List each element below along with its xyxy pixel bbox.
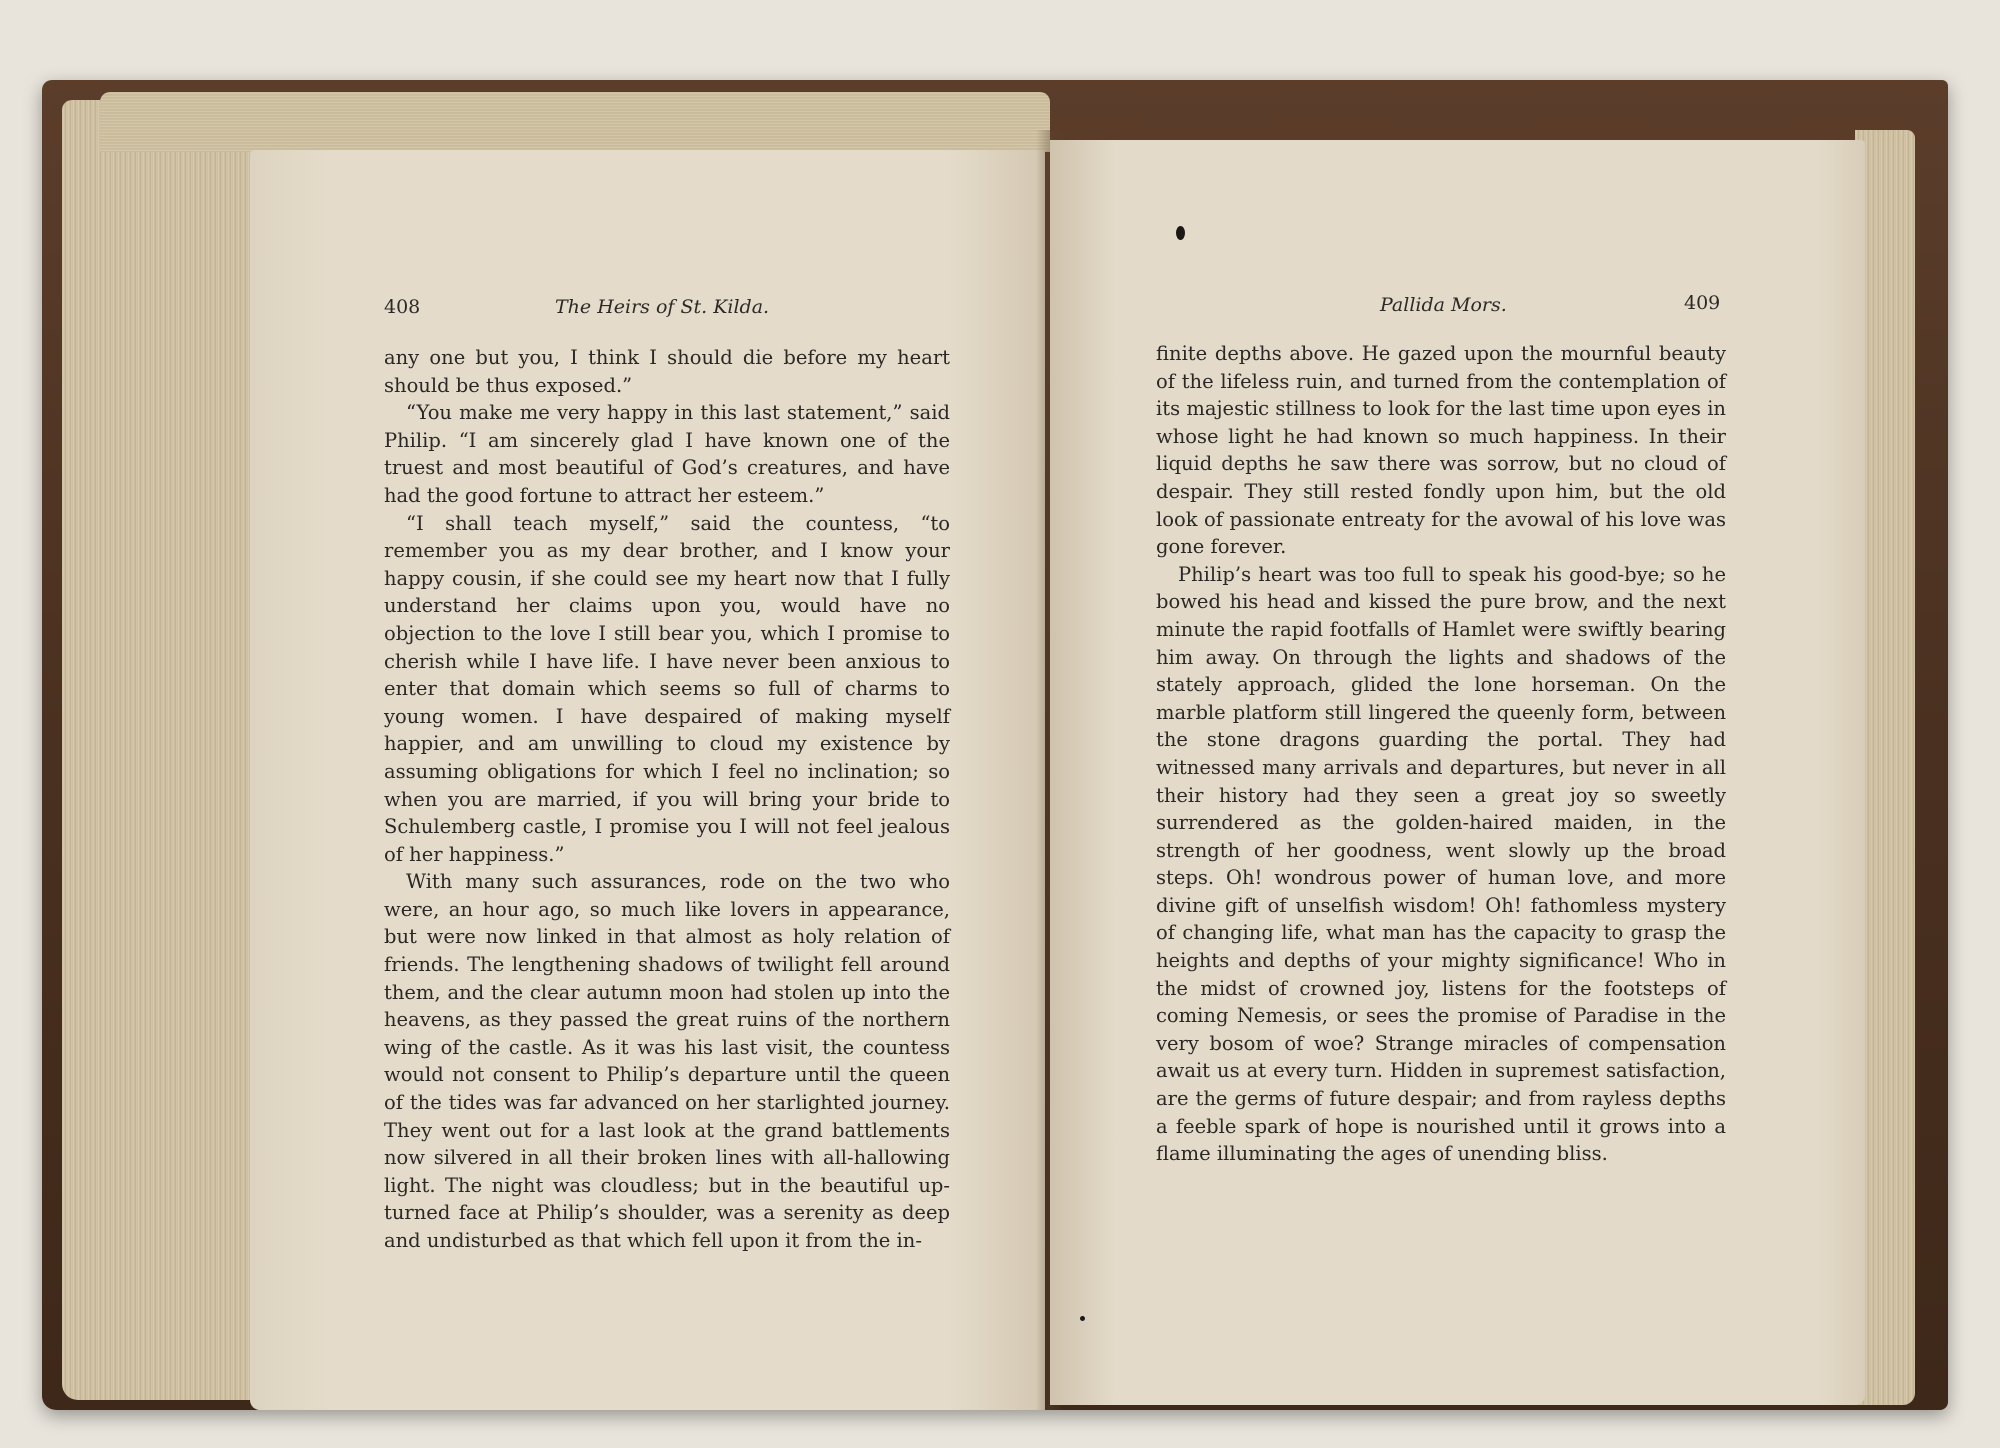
right-paragraph-2: Philip’s heart was too full to speak his good-bye; so he bowed his head and kissed the pure brow, and the next minute the rapid footfalls of Hamlet were swiftly bearing him away. On through the lights and shadows of the stately approach, glided the lone horseman. On the marble platform still lingered the queenly form, between the stone dragons guarding the portal. They had witnessed many arrivals and departures, but never in all their history had they seen a great joy so sweetly surrendered as the golden-haired maiden, in the strength of her goodness, went slowly up the broad steps. Oh! wondrous power of human love, and more divine gift of unselfish wisdom! Oh! fathomless mystery of changing life, what man has the capacity to grasp the heights and depths of your mighty significance! Who in the midst of crowned joy, listens for the footsteps of coming Nemesis, or sees the promise of Paradise in the very bosom of woe? Strange miracles of compensation await us at every turn. Hidden in supremest satisfaction, are the germs of future despair; and from rayless depths a feeble spark of hope is nourished until it grows into a flame illuminating the ages of unending bliss. <box>1156 562 1726 1166</box>
ink-speck <box>1080 1316 1085 1321</box>
left-running-title-text: The Heirs of St. Kilda. <box>555 296 770 318</box>
left-paragraph-2: “You make me very happy in this last statement,” said Philip. “I am sincerely glad I have known one of the truest and most beautiful of God’s creatures, and have had the good fortune to attract her esteem.” <box>384 401 950 507</box>
page-edges-top <box>100 92 1050 152</box>
page-edges-left <box>62 100 262 1400</box>
right-page-text <box>1156 340 1726 1168</box>
left-paragraph-4: With many such assurances, rode on the two who were, an hour ago, so much like lovers in appearance, but were now linked in that almost as holy relation of friends. The lengthening shadows of twilight fell around them, and the clear autumn moon had stolen up into the heavens, as they passed the great ruins of the northern wing of the castle. As it was his last visit, the countess would not consent to Philip’s departure until the queen of the tides was far advanced on her starlighted journey. They went out for a last look at the grand battlements now silvered in all their broken lines with all-hallowing light. The night was cloudless; but in the beautiful up-turned face at Philip’s shoulder, was a serenity as deep and undisturbed as that which fell upon it from the in- <box>384 870 950 1252</box>
left-paragraph-1: any one but you, I think I should die before my heart should be thus exposed.” <box>384 346 950 397</box>
left-paragraph-3: “I shall teach myself,” said the countess, “to remember you as my dear brother, and I know your happy cousin, if she could see my heart now that I fully understand her claims upon you, would have no objection to the love I still bear you, which I promise to cherish while I have life. I have never been anxious to enter that domain which seems so full of charms to young women. I have despaired of making myself happier, and am unwilling to cloud my existence by assuming obligations for which I feel no inclination; so when you are married, if you will bring your bride to Schulemberg castle, I promise you I will not feel jealous of her happiness.” <box>384 511 950 866</box>
right-running-title <box>1380 294 1507 316</box>
ink-spot <box>1176 226 1185 240</box>
left-running-title <box>555 296 769 318</box>
left-page-number: 408 <box>384 296 421 318</box>
right-running-title-text: Pallida Mors. <box>1380 294 1507 316</box>
right-page-number: 409 <box>1684 292 1721 314</box>
left-page-text <box>384 344 950 1255</box>
right-paragraph-1: finite depths above. He gazed upon the mournful beauty of the lifeless ruin, and turned from the contemplation of its majestic stillness to look for the last time upon eyes in whose light he had known so much happiness. In their liquid depths he saw there was sorrow, but no cloud of despair. They still rested fondly upon him, but the old look of passionate entreaty for the avowal of his love was gone forever. <box>1156 342 1726 559</box>
